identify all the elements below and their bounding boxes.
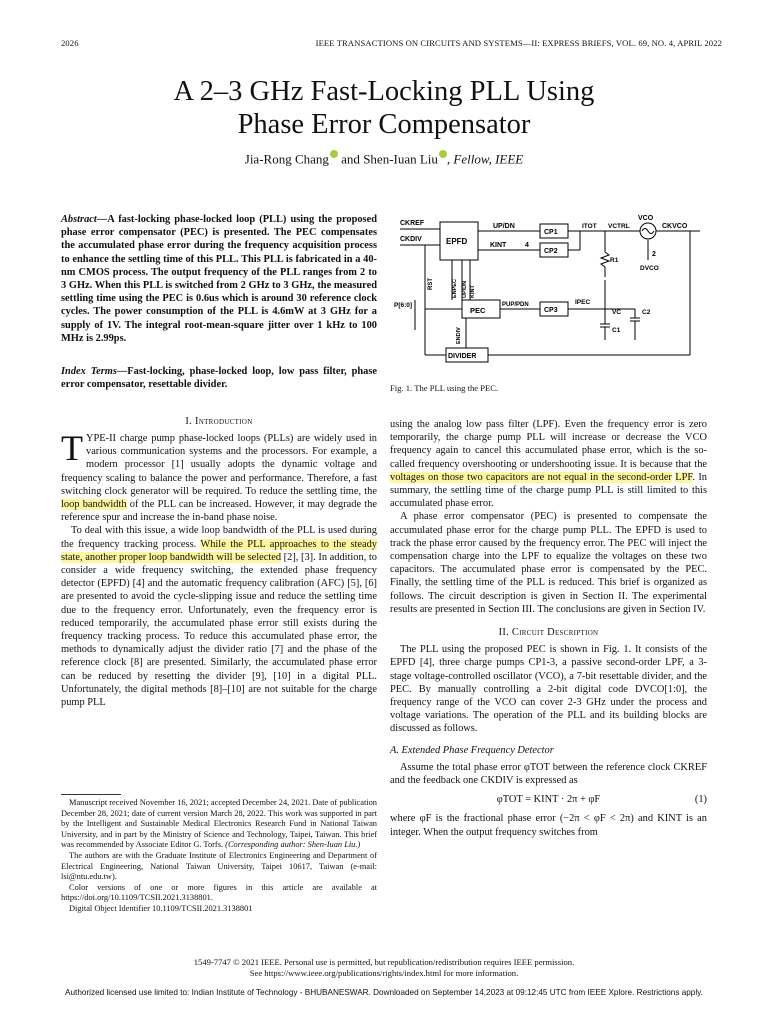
index-terms (61, 365, 377, 391)
paper-title (0, 75, 768, 141)
corresponding-author: (Corresponding author: Shen-Iuan Liu.) (225, 840, 361, 850)
label-vco: VCO (638, 215, 654, 222)
footnote-divider (61, 794, 121, 795)
pll-block-diagram (390, 210, 710, 370)
label-divider: DIVIDER (448, 353, 477, 360)
copyright-line-1: 1549-7747 © 2021 IEEE. Personal use is permitted, but republication/redistribution requires IEEE permission. (193, 957, 575, 967)
right-paragraph-5: where φF is the fractional phase error (−2π < φF < 2π) and KINT is an integer. When the output frequency switches from (390, 813, 707, 838)
label-r1: R1 (610, 257, 619, 264)
section-title: Introduction (194, 416, 253, 427)
index-terms-lead: Index Terms— (61, 366, 128, 377)
copyright-notice (0, 957, 768, 979)
equation-1 (390, 793, 707, 806)
label-enpec: ENPEC (452, 279, 458, 298)
author-conj: and (341, 151, 360, 167)
equation-number: (1) (694, 794, 707, 806)
section-numeral: I. (185, 416, 193, 427)
author-line (0, 150, 768, 167)
drop-cap: T (61, 428, 83, 468)
highlight: voltages on those two capacitors are not equal in the second-order (390, 471, 672, 483)
label-kint: KINT (490, 242, 507, 249)
intro-p2-start: To deal with this issue, a wide loop bandwidth of the PLL is used during the frequency tracking process. (61, 525, 377, 550)
footnote-text: Manuscript received November 16, 2021; accepted December 24, 2021. Date of publication December 28, 2021; date of current version March 28, 2022. This work was supported in part by the Intelligent and Sustainable Medical Electronics Research Fund in National Taiwan University, and in part by the Ministry of Science and Technology, Taipei, Taiwan. This brief was recommended by Associate Editor G. Torfs. (61, 798, 377, 850)
label-dvco: DVCO (640, 265, 659, 272)
copyright-line-2: See https://www.ieee.org/publications/rights/index.html for more information. (249, 968, 519, 978)
label-cp1: CP1 (544, 229, 558, 236)
footnote-color: Color versions of one or more figures in this article are available at https://doi.org/10.1109/TCSII.2021.3138801. (61, 882, 377, 903)
orcid-icon[interactable] (330, 150, 338, 158)
label-ckdiv: CKDIV (400, 236, 422, 243)
label-epfd: EPFD (446, 237, 468, 246)
label-pupdn: PUP/PDN (502, 302, 529, 308)
index-terms-text: Fast-locking, phase-locked loop, low pass filter, phase error compensator, resettable divider. (61, 366, 377, 391)
label-updn-vertical: UP/DN (462, 280, 468, 298)
intro-p1-end: of the PLL can be increased. However, it may degrade the reference spur and increase the in-band phase noise. (61, 499, 377, 524)
right-p1-start: using the analog low pass filter (LPF). Even the frequency error is zero temporarily, the charge pump PLL will increase or decrease the VCO frequency again to cancel this accumulated phase error, which is the so-called frequency overshooting or undershooting issue. It is because that the (390, 419, 707, 470)
label-vctrl: VCTRL (608, 223, 630, 230)
orcid-icon[interactable] (439, 150, 447, 158)
highlight: While the PLL approaches to the steady state, another proper loop bandwidth will be selected (61, 538, 377, 563)
author-suffix: , Fellow, IEEE (446, 151, 524, 167)
section-1-heading (61, 416, 377, 427)
subsection-a-heading: A. Extended Phase Frequency Detector (390, 744, 554, 756)
label-c1: C1 (612, 327, 621, 334)
label-dvco-width: 2 (652, 251, 656, 258)
section-numeral: II. (498, 627, 509, 639)
label-pec: PEC (470, 306, 486, 315)
abstract-text: A fast-locking phase-locked loop (PLL) using the proposed phase error compensator (PEC) is presented. The PEC compensates the accumulated phase error during the frequency acquisition process to enhance the settling time of this PLL. This PLL is fabricated in a 40-nm CMOS process. The output frequency of the PLL ranges from 2 to 3 GHz. When this PLL is switched from 2 GHz to 3 GHz, the measured settling time using the PEC is 0.6us which is around 30 reference clock cycles. The power consumption of the PLL is 4.6mW at 3 GHz for a supply of 1V. The integral root-mean-square jitter over 1 kHz to 100 MHz is 2.99ps. (61, 214, 377, 344)
section-2-heading (390, 626, 707, 639)
author-2: Shen-Iuan Liu (363, 151, 438, 167)
highlight: loop bandwidth (61, 499, 127, 511)
footnote-doi: Digital Object Identifier 10.1109/TCSII.2021.3138801 (69, 903, 253, 913)
intro-p1-text: YPE-II charge pump phase-locked loops (PLLs) are widely used in various communication systems and the processors. For example, a modern processor [1] usually adopts the dynamic voltage and frequency scaling to balance the power and performance. Therefore, a fast switching clock generator will be required. To reduce the settling time, the (61, 433, 377, 497)
footnote-manuscript (61, 798, 377, 851)
equation-text: φTOT = KINT · 2π + φF (496, 794, 601, 806)
right-paragraph-2: A phase error compensator (PEC) is presented to compensate the accumulated phase error for the charge pump PLL. The EPFD is used to track the phase error caused by the frequency error. The PEC will inject the compensation charge into the LPF to equalize the voltages on these two capacitors. The accumulated phase error is compensated by the PEC. Finally, the settling time of the PLL is reduced. This brief is organized as follows. The circuit description is given in Section II. The experimental results are presented in Section III. The conclusions are given in Section IV. (390, 511, 707, 615)
footnotes (61, 798, 377, 915)
label-kint-vertical: KINT (470, 285, 476, 298)
footnote-affiliation: The authors are with the Graduate Institute of Electronics Engineering and Department of Electrical Engineering, National Taiwan University, Taipei 10617, Taiwan (e-mail: lsi@ntu.edu.tw). (61, 850, 377, 882)
section-title: Circuit Description (511, 627, 599, 639)
label-endiv: ENDIV (456, 327, 462, 344)
label-updn: UP/DN (493, 223, 515, 230)
label-ckref: CKREF (400, 220, 425, 227)
title-line-1: A 2–3 GHz Fast-Locking PLL Using (173, 76, 595, 107)
label-bus-width: 4 (525, 242, 529, 249)
right-paragraph-4: Assume the total phase error φTOT between the reference clock CKREF and the feedback one CKDIV is expressed as (390, 761, 707, 787)
intro-p2-end: [2], [3]. In addition, to consider a wide frequency switching, the extended phase frequency detector (EPFD) [4] and the automatic frequency calibration (AFC) [5], [6] are presented to avoid the cycle-slipping issue and reduce the settling time due to the frequency error. Unfortunately, even the frequency error is reduced temporarily, the accumulated phase error still exists during the frequency tracking process. To reduce this accumulated phase error, the methods to dynamically adjust the divider ratio [7] and the phase of the reference clock [8] are presented. Similarly, the accumulated phase error can be reduced by resetting the divider [9], [10] in a digital PLL. Unfortunately, the digital methods [8]–[10] are not suitable for the charge pump PLL (61, 551, 377, 709)
right-column-text (390, 418, 707, 839)
figure-caption: Fig. 1. The PLL using the PEC. (390, 383, 499, 393)
highlight: LPF (675, 471, 693, 483)
page-number: 2026 (61, 38, 79, 48)
label-ckvco: CKVCO (662, 223, 688, 230)
intro-paragraph-1 (61, 428, 377, 524)
authorized-use-line: Authorized licensed use limited to: Indian Institute of Technology - BHUBANESWAR. Downloaded on September 14,2023 at 09:12:45 UTC from IEEE Xplore. Restrictions apply. (65, 988, 703, 997)
label-vc: VC (612, 309, 622, 316)
abstract-lead: Abstract— (61, 214, 108, 225)
introduction-text (61, 428, 377, 709)
right-paragraph-1 (390, 418, 707, 510)
journal-header: IEEE TRANSACTIONS ON CIRCUITS AND SYSTEMS—II: EXPRESS BRIEFS, VOL. 69, NO. 4, APRIL 2022 (315, 38, 722, 48)
label-ipec: IPEC (575, 299, 591, 306)
abstract (61, 213, 377, 345)
label-itot: ITOT (582, 223, 597, 230)
label-c2: C2 (642, 309, 651, 316)
title-line-2: Phase Error Compensator (237, 109, 531, 140)
right-paragraph-3: The PLL using the proposed PEC is shown in Fig. 1. It consists of the EPFD [4], three charge pumps CP1-3, a passive second-order LPF, a 3-stage voltage-controlled oscillator (VCO), a 7-bit resettable divider, and the PEC. By manually controlling a 2-bit digital code DVCO[1:0], the frequency range of the VCO can cover 2-3 GHz under the process and voltage variations. The operation of the PLL and its building blocks are discussed as follows. (390, 644, 707, 735)
author-1: Jia-Rong Chang (244, 151, 329, 167)
label-cp3: CP3 (544, 307, 558, 314)
label-cp2: CP2 (544, 248, 558, 255)
right-p1-end: . In summary, the settling time of the charge pump PLL is still limited to this accumulated phase error. (390, 471, 707, 510)
intro-paragraph-2 (61, 524, 377, 709)
label-p60: P[6:0] (394, 302, 413, 309)
label-rst: RST (428, 278, 434, 290)
